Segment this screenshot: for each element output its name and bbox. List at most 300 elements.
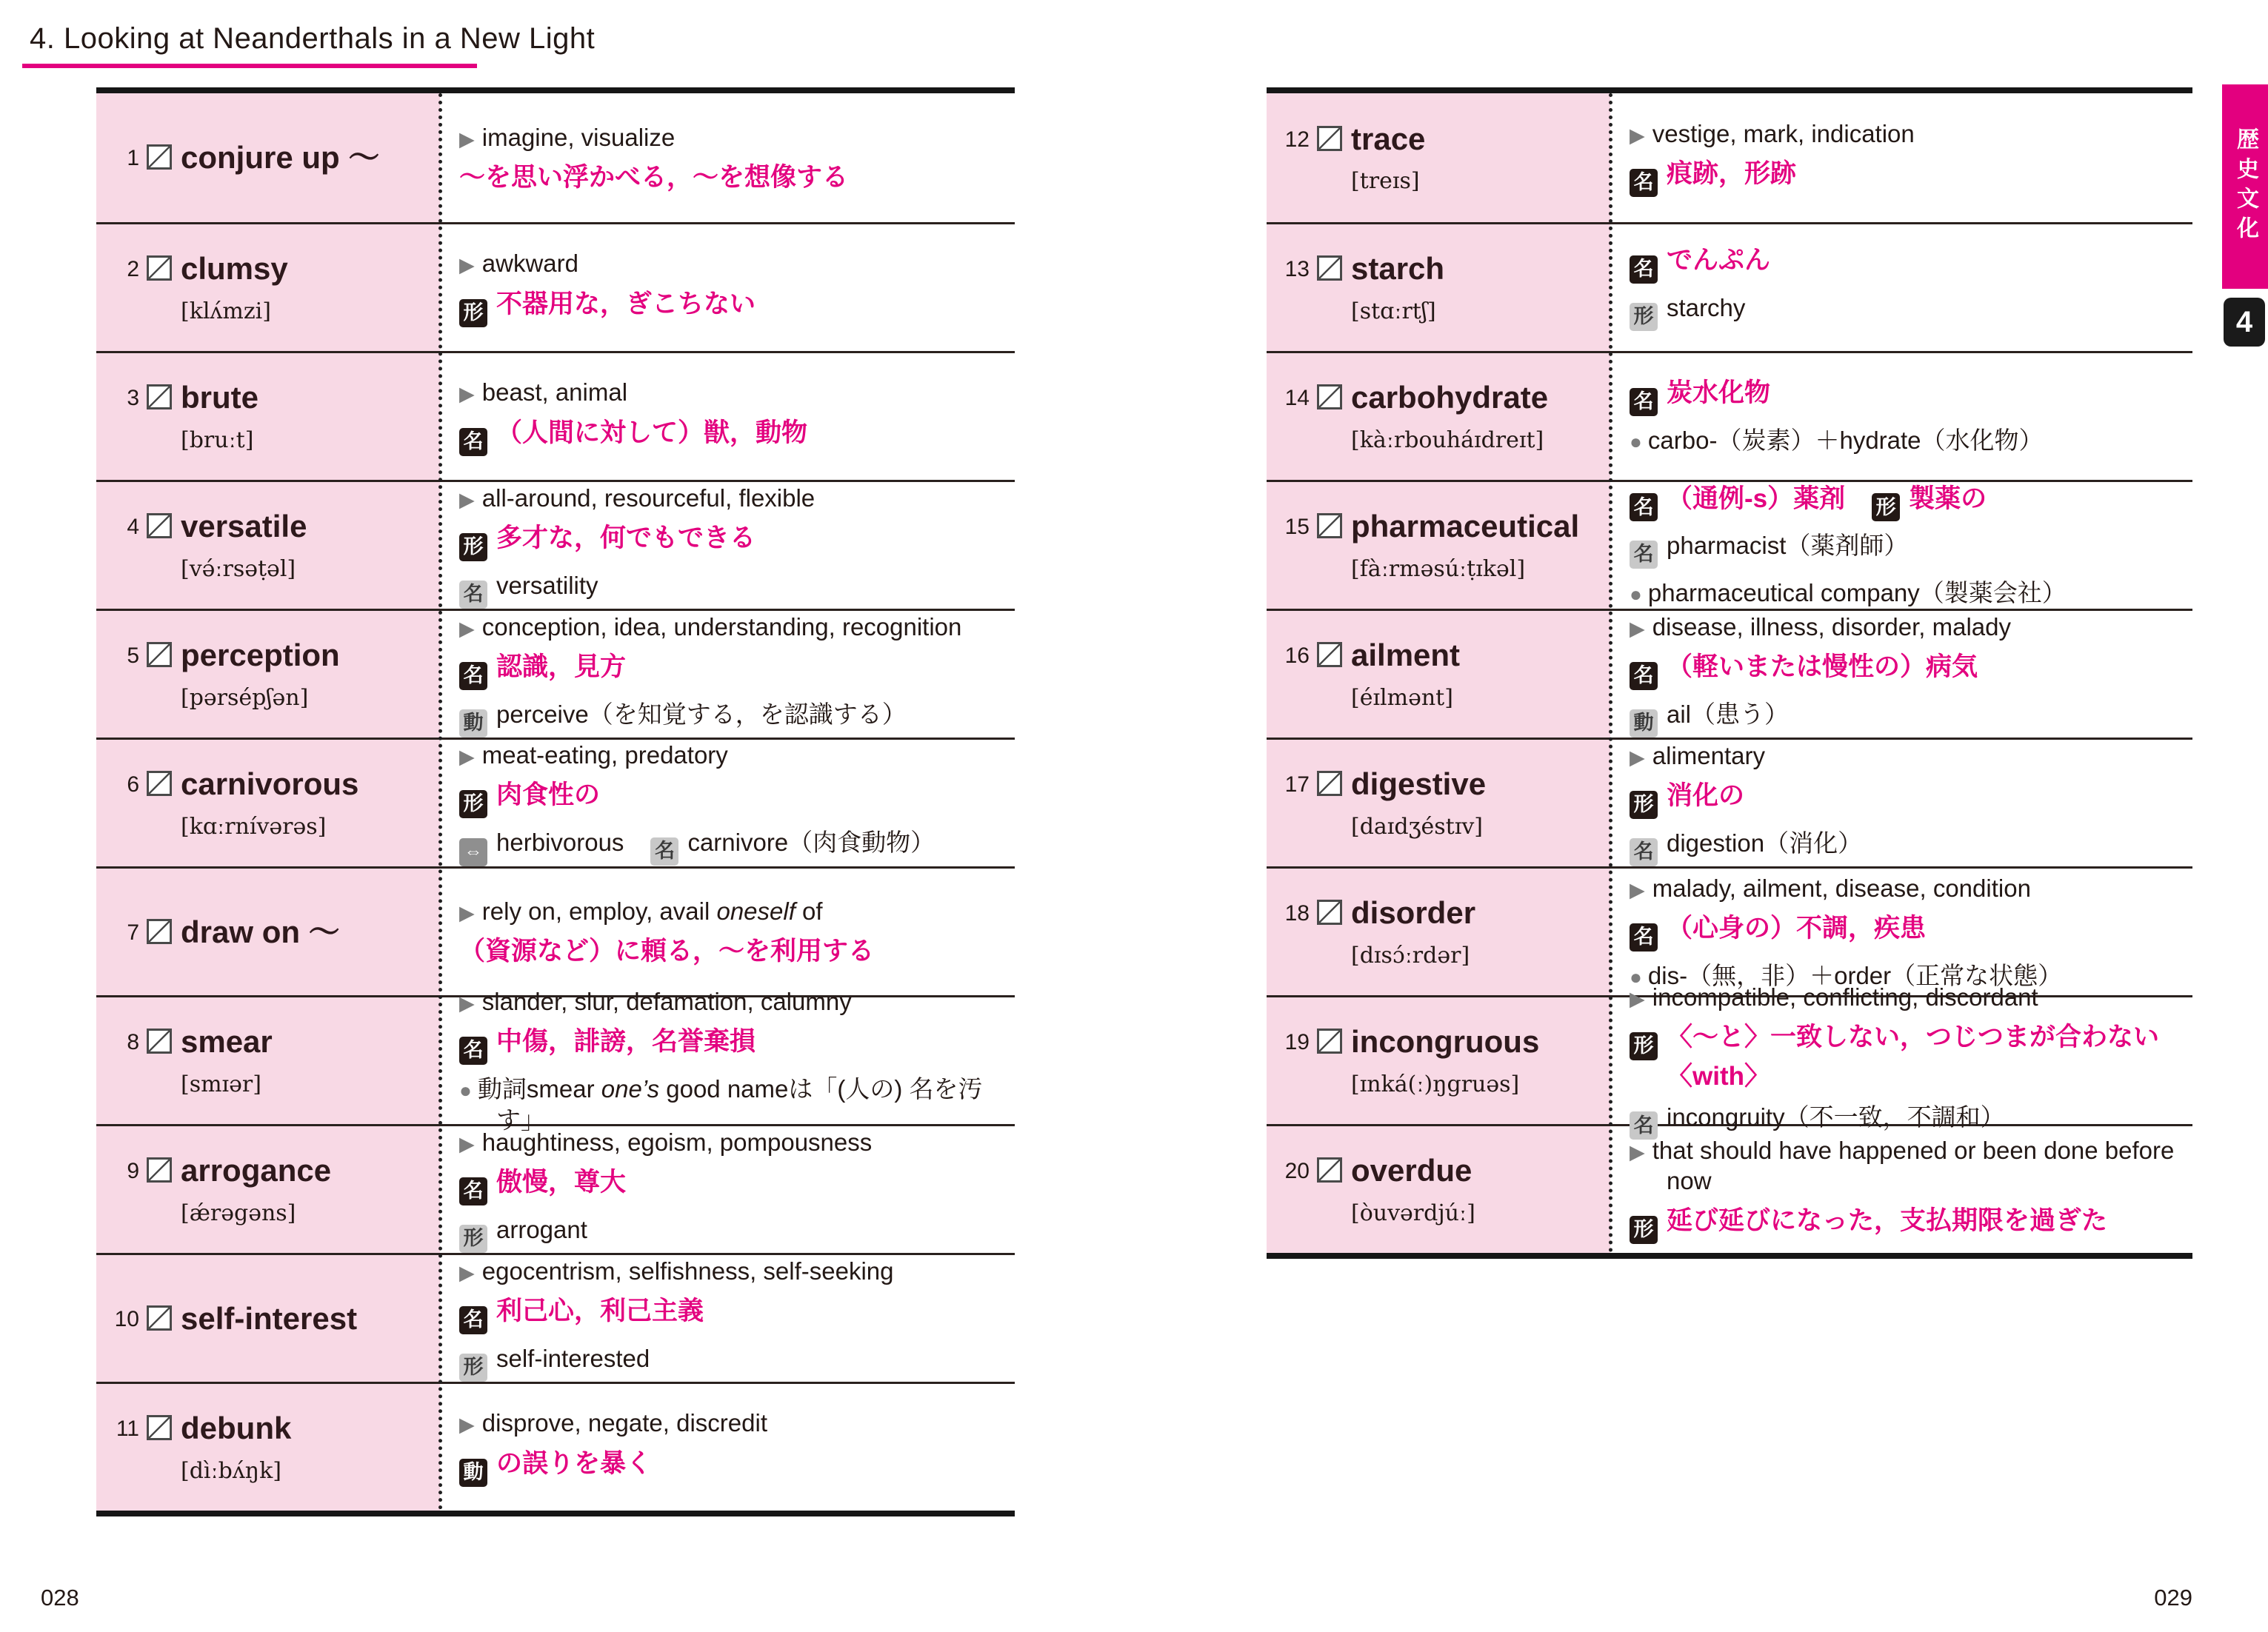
- synonym-arrow-icon: ▶: [459, 383, 475, 406]
- definition-japanese: 中傷，誹謗，名誉棄損: [496, 1027, 756, 1057]
- synonym-arrow-icon: ▶: [459, 1414, 475, 1437]
- entry-word: incongruous: [1351, 1024, 1540, 1060]
- definition-japanese: ～を思い浮かべる，～を想像する: [459, 162, 849, 192]
- definition-line: [1630, 612, 2179, 642]
- entry-definition-cell: [440, 1384, 1015, 1511]
- pos-badge-gray: 名: [650, 837, 678, 866]
- definition-japanese: でんぷん: [1667, 246, 1771, 275]
- definition-text: awkward: [481, 250, 578, 278]
- definition-text: conception, idea, understanding, recognition: [481, 612, 962, 641]
- entry-definition-cell: [440, 93, 1015, 222]
- note-bullet-icon: ●: [1630, 583, 1642, 606]
- definition-line: [1630, 244, 2179, 284]
- entry-word: digestive: [1351, 766, 1487, 802]
- definition-line: [459, 248, 1001, 278]
- definition-line: [1630, 873, 2179, 903]
- definition-line: [459, 122, 1001, 153]
- synonym-arrow-icon: ▶: [459, 746, 475, 769]
- definition-line: [1630, 483, 2179, 522]
- definition-text: alimentary: [1652, 741, 1765, 769]
- vocab-entry-row: [1267, 983, 2192, 1137]
- pos-badge-gray: 名: [459, 581, 487, 609]
- vocab-entry-row: [96, 480, 1015, 609]
- entry-number: 12: [1284, 127, 1310, 152]
- entry-word: starch: [1351, 251, 1445, 287]
- entry-word: self-interest: [181, 1300, 358, 1336]
- definition-line: [459, 779, 1001, 818]
- pos-badge-black: 形: [1630, 1216, 1658, 1244]
- entry-checkbox[interactable]: [147, 513, 172, 538]
- definition-text: arrogant: [496, 1215, 587, 1243]
- synonym-arrow-icon: ▶: [1630, 878, 1645, 901]
- entry-pronunciation: [ɪnká(ː)ŋgruəs]: [1351, 1071, 1520, 1097]
- entry-checkbox[interactable]: [1317, 1157, 1342, 1183]
- entry-number: 17: [1284, 772, 1310, 797]
- entry-word-cell: [1267, 224, 1610, 351]
- entry-checkbox[interactable]: [1317, 126, 1342, 151]
- entry-number: 3: [127, 386, 139, 411]
- definition-line: [459, 161, 1001, 194]
- pos-badge-black: 形: [459, 790, 487, 818]
- synonym-arrow-icon: ▶: [1630, 124, 1645, 147]
- definition-line: [1630, 912, 2179, 952]
- side-tab-category: [2222, 84, 2268, 289]
- synonym-arrow-icon: ▶: [1630, 746, 1645, 769]
- entry-word: pharmaceutical: [1351, 509, 1580, 544]
- entry-number: 20: [1284, 1159, 1310, 1184]
- side-tab-label: 歴史文化: [2233, 127, 2258, 246]
- entry-checkbox[interactable]: [1317, 642, 1342, 667]
- entry-definition-cell: [1610, 869, 2192, 995]
- pos-badge-gray: 名: [1630, 838, 1658, 866]
- vocab-entry-row: [96, 1382, 1015, 1511]
- synonym-arrow-icon: ▶: [1630, 987, 1645, 1010]
- vocab-table-left: [96, 87, 1015, 1516]
- definition-line: [1630, 1021, 2179, 1093]
- entry-word-cell: [1267, 482, 1610, 609]
- definition-line: [459, 827, 1001, 866]
- entry-pronunciation: [fàːrməsúːṭɪkəl]: [1351, 555, 1526, 582]
- entry-checkbox[interactable]: [147, 919, 172, 944]
- pos-badge-black: 名: [459, 662, 487, 690]
- definition-line: [1630, 699, 2179, 738]
- vocab-entry-row: [1267, 866, 2192, 995]
- entry-word: carnivorous: [181, 766, 359, 802]
- note-bullet-icon: ●: [459, 1079, 472, 1103]
- definition-line: [1630, 118, 2179, 149]
- pos-badge-black: 名: [1630, 662, 1658, 690]
- entry-word-cell: [96, 353, 440, 480]
- definition-line: [459, 1127, 1001, 1157]
- vocab-entry-row: [96, 988, 1015, 1134]
- synonym-arrow-icon: ▶: [459, 488, 475, 511]
- definition-text: slander, slur, defamation, calumny: [481, 988, 852, 1016]
- definition-text: pharmacist（薬剤師）: [1667, 532, 1909, 560]
- antonym-badge: ⇔: [459, 838, 487, 866]
- definition-line: [459, 570, 1001, 609]
- definition-text: vestige, mark, indication: [1652, 119, 1915, 147]
- definition-line: [1630, 828, 2179, 866]
- entry-definition-cell: [440, 224, 1015, 351]
- pos-badge-black: 名: [459, 1306, 487, 1334]
- entry-definition-cell: [1610, 482, 2192, 609]
- entry-word-cell: [1267, 869, 1610, 995]
- definition-text: meat-eating, predatory: [481, 741, 728, 769]
- entry-definition-cell: [1610, 1126, 2192, 1253]
- vocab-entry-row: [1267, 738, 2192, 866]
- pos-badge-gray: 形: [1630, 303, 1658, 331]
- pos-badge-gray: 形: [459, 1354, 487, 1382]
- entry-pronunciation: [daɪdʒéstɪv]: [1351, 813, 1483, 840]
- definition-japanese: 〈～と〉一致しない，つじつまが合わない〈with〉: [1667, 1022, 2160, 1091]
- pos-badge-gray: 形: [459, 1225, 487, 1253]
- definition-line: [459, 935, 1001, 968]
- entry-checkbox[interactable]: [147, 1157, 172, 1183]
- entry-word-cell: [96, 869, 440, 995]
- pos-badge-black: 名: [1630, 255, 1658, 284]
- vocab-table-right: [1267, 87, 2192, 1259]
- entry-pronunciation: [kàːrbouháɪdreɪt]: [1351, 427, 1544, 453]
- vocab-entry-row: [96, 351, 1015, 480]
- pos-badge-black: 名: [1630, 388, 1658, 416]
- entry-checkbox[interactable]: [147, 642, 172, 667]
- entry-word: debunk: [181, 1411, 292, 1446]
- definition-text: all-around, resourceful, flexible: [481, 484, 816, 512]
- entry-checkbox[interactable]: [147, 144, 172, 170]
- definition-japanese: （軽いまたは慢性の）病気: [1667, 652, 1978, 681]
- definition-text: haughtiness, egoism, pompousness: [481, 1128, 873, 1156]
- entry-word: overdue: [1351, 1153, 1472, 1188]
- definition-japanese: （通例-s）薬剤: [1667, 484, 1846, 513]
- entry-pronunciation: [klʌ́mzi]: [181, 298, 271, 324]
- synonym-arrow-icon: ▶: [459, 1261, 475, 1284]
- definition-japanese: の誤りを暴く: [496, 1448, 653, 1478]
- pos-badge-gray: 動: [1630, 709, 1658, 738]
- entry-word: disorder: [1351, 895, 1476, 931]
- entry-definition-cell: [440, 611, 1015, 738]
- definition-text: versatility: [496, 571, 598, 599]
- entry-word: smear: [181, 1024, 273, 1060]
- synonym-arrow-icon: ▶: [459, 617, 475, 640]
- entry-number: 8: [127, 1030, 139, 1055]
- pos-badge-black: 形: [1630, 1032, 1658, 1060]
- entry-number: 11: [116, 1417, 139, 1442]
- page-number-right: 029: [2154, 1585, 2192, 1611]
- definition-line: [459, 699, 1001, 738]
- definition-japanese: 炭水化物: [1667, 378, 1771, 408]
- entry-word-cell: [1267, 740, 1610, 866]
- vocab-entry-row: [1267, 222, 2192, 351]
- pos-badge-black: 形: [1872, 493, 1900, 521]
- definition-japanese: 傲慢，尊大: [496, 1167, 627, 1197]
- definition-line: [459, 1166, 1001, 1205]
- definition-japanese: 消化の: [1667, 780, 1745, 810]
- entry-definition-cell: [1610, 983, 2192, 1137]
- vocab-entry-row: [1267, 480, 2192, 609]
- definition-japanese: 延び延びになった，支払期限を過ぎた: [1667, 1206, 2108, 1236]
- definition-line: [1630, 651, 2179, 690]
- definition-japanese: （人間に対して）獣，動物: [496, 418, 808, 447]
- definition-line: [459, 740, 1001, 770]
- pos-badge-black: 形: [459, 533, 487, 561]
- entry-checkbox[interactable]: [147, 1415, 172, 1440]
- entry-number: 14: [1284, 386, 1310, 411]
- definition-line: [459, 483, 1001, 513]
- synonym-arrow-icon: ▶: [459, 127, 475, 150]
- definition-text: self-interested: [496, 1344, 650, 1372]
- entry-number: 4: [127, 515, 139, 540]
- entry-pronunciation: [dìːbʌ́ŋk]: [181, 1457, 281, 1484]
- definition-line: [1630, 1135, 2179, 1197]
- vocab-entry-row: [96, 866, 1015, 995]
- definition-line: [459, 1448, 1001, 1487]
- pos-badge-black: 名: [1630, 169, 1658, 197]
- definition-japanese: 認識，見方: [496, 652, 627, 681]
- entry-definition-cell: [440, 353, 1015, 480]
- vocab-entry-row: [1267, 609, 2192, 738]
- chapter-number-badge: 4: [2224, 298, 2265, 347]
- vocab-entry-row: [96, 738, 1015, 866]
- definition-line: [1630, 530, 2179, 569]
- definition-line: [459, 1343, 1001, 1382]
- entry-word-cell: [96, 997, 440, 1124]
- entry-checkbox[interactable]: [147, 255, 172, 281]
- entry-number: 15: [1284, 515, 1310, 540]
- definition-line: [459, 1295, 1001, 1334]
- entry-definition-cell: [1610, 740, 2192, 866]
- entry-word-cell: [1267, 353, 1610, 480]
- definition-line: [1630, 1205, 2179, 1244]
- definition-line: [1630, 292, 2179, 331]
- entry-word-cell: [96, 1255, 440, 1382]
- definition-text: carnivore（肉食動物）: [687, 829, 935, 857]
- entry-checkbox[interactable]: [1317, 384, 1342, 409]
- entry-checkbox[interactable]: [1317, 513, 1342, 538]
- definition-text: starchy: [1667, 294, 1746, 321]
- definition-line: [459, 1214, 1001, 1253]
- entry-word-cell: [96, 482, 440, 609]
- entry-definition-cell: [440, 740, 1015, 866]
- vocab-entry-row: [96, 93, 1015, 222]
- vocab-entry-row: [96, 1124, 1015, 1253]
- definition-line: [459, 896, 1001, 926]
- entry-number: 6: [127, 772, 139, 797]
- pos-badge-gray: 名: [1630, 541, 1658, 569]
- note-bullet-icon: ●: [1630, 965, 1642, 989]
- definition-japanese: 肉食性の: [496, 780, 601, 810]
- entry-checkbox[interactable]: [147, 771, 172, 796]
- definition-text: malady, ailment, disease, condition: [1652, 874, 2031, 902]
- entry-word: ailment: [1351, 638, 1461, 673]
- entry-word: brute: [181, 380, 259, 415]
- entry-word-cell: [1267, 93, 1610, 222]
- synonym-arrow-icon: ▶: [459, 992, 475, 1015]
- entry-pronunciation: [dɪsɔ́ːrdər]: [1351, 942, 1470, 969]
- vocab-entry-row: [96, 222, 1015, 351]
- definition-line: [1630, 740, 2179, 771]
- definition-text: beast, animal: [481, 378, 628, 407]
- definition-japanese: 不器用な，ぎこちない: [496, 289, 756, 318]
- entry-checkbox[interactable]: [1317, 255, 1342, 281]
- definition-japanese: （資源など）に頼る，～を利用する: [459, 937, 875, 966]
- pos-badge-black: 名: [1630, 493, 1658, 521]
- definition-text-italic: one’s: [601, 1075, 660, 1103]
- entry-pronunciation: [smɪər]: [181, 1071, 261, 1097]
- note-bullet-icon: ●: [1630, 430, 1642, 454]
- entry-definition-cell: [1610, 353, 2192, 480]
- entry-checkbox[interactable]: [1317, 1029, 1342, 1054]
- definition-text: incongruity（不一致，不調和）: [1667, 1103, 2005, 1131]
- entry-pronunciation: [bruːt]: [181, 427, 254, 453]
- definition-japanese: 多才な，何でもできる: [496, 523, 756, 552]
- vocab-entry-row: [1267, 1124, 2192, 1253]
- entry-word-cell: [96, 1126, 440, 1253]
- definition-text: 動詞smear: [477, 1075, 601, 1103]
- entry-word: versatile: [181, 509, 307, 544]
- entry-checkbox[interactable]: [1317, 900, 1342, 925]
- definition-text: dis-（無，非）＋order（正常な状態）: [1647, 961, 2063, 989]
- entry-word-cell: [96, 740, 440, 866]
- definition-line: [459, 522, 1001, 561]
- definition-line: [459, 986, 1001, 1017]
- entry-word: perception: [181, 638, 340, 673]
- entry-word-cell: [1267, 997, 1610, 1124]
- title-underline: [22, 64, 477, 68]
- synonym-arrow-icon: ▶: [1630, 1140, 1645, 1163]
- definition-line: [459, 612, 1001, 642]
- pos-badge-black: 動: [459, 1459, 487, 1487]
- entry-pronunciation: [éɪlmənt]: [1351, 684, 1453, 711]
- pos-badge-gray: 名: [1630, 1111, 1658, 1140]
- definition-text: incompatible, conflicting, discordant: [1652, 983, 2038, 1011]
- entry-definition-cell: [440, 1255, 1015, 1382]
- column-divider-dotted: [1609, 93, 1612, 1253]
- definition-line: [459, 1256, 1001, 1286]
- definition-text: that should have happened or been done before now: [1652, 1136, 2175, 1195]
- definition-text: egocentrism, selfishness, self-seeking: [481, 1257, 894, 1285]
- entry-word: carbohydrate: [1351, 380, 1549, 415]
- pos-badge-black: 形: [1630, 791, 1658, 819]
- definition-text: ail（患う）: [1667, 700, 1790, 728]
- vocab-entry-row: [1267, 351, 2192, 480]
- definition-line: [1630, 578, 2179, 608]
- entry-word: clumsy: [181, 251, 288, 287]
- entry-pronunciation: [kɑːrnívərəs]: [181, 813, 327, 840]
- entry-word: conjure up ～: [181, 140, 380, 175]
- definition-line: [1630, 780, 2179, 819]
- pos-badge-black: 形: [459, 299, 487, 327]
- definition-line: [459, 288, 1001, 327]
- definition-line: [1630, 158, 2179, 197]
- entry-checkbox[interactable]: [147, 1029, 172, 1054]
- definition-line: [459, 1026, 1001, 1065]
- entry-pronunciation: [òuvərdjúː]: [1351, 1200, 1475, 1226]
- definition-text: imagine, visualize: [481, 123, 676, 151]
- definition-line: [1630, 377, 2179, 416]
- definition-text: perceive（を知覚する，を認識する）: [496, 700, 907, 728]
- pos-badge-black: 名: [459, 1037, 487, 1065]
- definition-text: disprove, negate, discredit: [481, 1409, 767, 1437]
- vocab-entry-row: [96, 1253, 1015, 1382]
- definition-line: [459, 377, 1001, 407]
- entry-pronunciation: [treɪs]: [1351, 168, 1420, 195]
- entry-definition-cell: [440, 988, 1015, 1134]
- synonym-arrow-icon: ▶: [459, 254, 475, 277]
- pos-badge-black: 名: [459, 428, 487, 456]
- definition-line: [1630, 425, 2179, 455]
- entry-word-cell: [96, 93, 440, 222]
- definition-text: good nameは「(人の) 名を汚す」: [496, 1075, 983, 1134]
- pos-badge-gray: 動: [459, 709, 487, 738]
- entry-number: 5: [127, 643, 139, 669]
- definition-line: [1630, 982, 2179, 1012]
- entry-checkbox[interactable]: [147, 384, 172, 409]
- vocab-entry-row: [96, 609, 1015, 738]
- entry-number: 16: [1284, 643, 1310, 669]
- definition-text: pharmaceutical company（製薬会社）: [1647, 579, 2067, 607]
- entry-word-cell: [96, 611, 440, 738]
- pos-badge-black: 名: [1630, 923, 1658, 952]
- definition-text: herbivorous: [496, 829, 624, 857]
- definition-text: digestion（消化）: [1667, 829, 1863, 857]
- entry-checkbox[interactable]: [147, 1305, 172, 1331]
- definition-line: [459, 417, 1001, 456]
- entry-number: 18: [1284, 901, 1310, 926]
- definition-line: [459, 651, 1001, 690]
- definition-text: disease, illness, disorder, malady: [1652, 612, 2012, 641]
- entry-number: 9: [127, 1159, 139, 1184]
- entry-definition-cell: [440, 1126, 1015, 1253]
- entry-number: 7: [127, 920, 139, 945]
- entry-pronunciation: [pərsépʃən]: [181, 684, 309, 711]
- synonym-arrow-icon: ▶: [459, 902, 475, 924]
- vocab-entry-row: [1267, 93, 2192, 222]
- entry-number: 10: [114, 1306, 139, 1331]
- page-number-left: 028: [41, 1585, 79, 1611]
- entry-word-cell: [1267, 1126, 1610, 1253]
- page-title: 4. Looking at Neanderthals in a New Light: [30, 22, 596, 55]
- entry-pronunciation: [stɑːrtʃ]: [1351, 298, 1436, 324]
- entry-word-cell: [96, 224, 440, 351]
- definition-text: of: [795, 897, 823, 925]
- entry-definition-cell: [1610, 93, 2192, 222]
- entry-word: arrogance: [181, 1153, 332, 1188]
- entry-word-cell: [1267, 611, 1610, 738]
- entry-word: draw on ～: [181, 914, 340, 949]
- entry-word: trace: [1351, 121, 1426, 156]
- definition-line: [459, 1408, 1001, 1438]
- entry-definition-cell: [440, 482, 1015, 609]
- entry-word-cell: [96, 1384, 440, 1511]
- entry-definition-cell: [440, 869, 1015, 995]
- definition-japanese: 痕跡，形跡: [1667, 159, 1797, 189]
- entry-number: 1: [127, 146, 139, 171]
- entry-pronunciation: [ǽrəgəns]: [181, 1200, 296, 1226]
- entry-pronunciation: [və́ːrsəṭəl]: [181, 555, 296, 582]
- entry-number: 19: [1284, 1030, 1310, 1055]
- column-divider-dotted: [438, 93, 442, 1511]
- synonym-arrow-icon: ▶: [1630, 617, 1645, 640]
- definition-japanese: 利己心，利己主義: [496, 1296, 704, 1325]
- pos-badge-black: 名: [459, 1177, 487, 1205]
- definition-text: rely on, employ, avail: [481, 897, 717, 925]
- definition-text-italic: oneself: [716, 897, 796, 925]
- entry-definition-cell: [1610, 224, 2192, 351]
- definition-japanese: 製薬の: [1909, 484, 1987, 513]
- definition-text: carbo-（炭素）＋hydrate（水化物）: [1647, 427, 2044, 455]
- entry-checkbox[interactable]: [1317, 771, 1342, 796]
- entry-number: 2: [127, 257, 139, 282]
